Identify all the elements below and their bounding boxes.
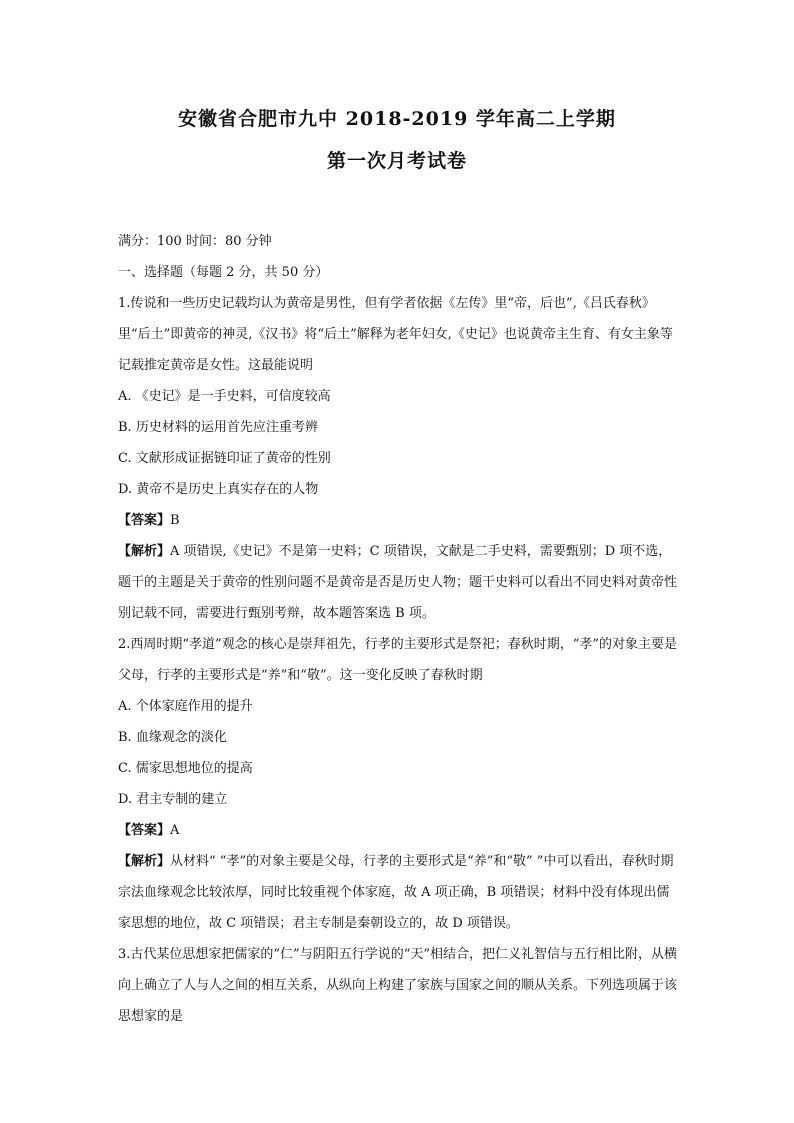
answer-label: 【答案】 bbox=[118, 823, 171, 838]
question-2-stem: 2.西周时期“孝道”观念的核心是崇拜祖先，行孝的主要形式是祭祀；春秋时期，“孝”的对象主要是父母，行孝的主要形式是“养”和“敬”。这一变化反映了春秋时期 bbox=[118, 637, 677, 683]
exam-meta: 满分：100 时间：80 分钟 bbox=[118, 234, 272, 249]
question-2-answer bbox=[118, 815, 678, 846]
question-1-option-c: C. 文献形成证据链印证了黄帝的性别 bbox=[118, 451, 331, 466]
question-2-option-d: D. 君主专制的建立 bbox=[118, 792, 228, 807]
exam-title-line1: 安徽省合肥市九中 2018-2019 学年高二上学期 bbox=[178, 108, 616, 130]
analysis-text: A 项错误,《史记》不是第一史料；C 项错误，文献是二手史料，需要甄别；D 项不选，题干的主题是关于黄帝的性别问题不是黄帝是否是历史人物；题干史料可以看出不同史料对黄帝性别记载不同，需要进行甄别考辩，故本题答案选 B 项。 bbox=[118, 544, 678, 621]
question-2-analysis bbox=[118, 846, 678, 939]
answer-label: 【答案】 bbox=[118, 513, 171, 528]
answer-value: B bbox=[170, 513, 180, 528]
question-2-option-a: A. 个体家庭作用的提升 bbox=[118, 699, 253, 714]
exam-title-line2: 第一次月考试卷 bbox=[326, 150, 467, 172]
question-1-analysis bbox=[118, 536, 678, 629]
question-1-stem: 1.传说和一些历史记载均认为黄帝是男性，但有学者依据《左传》里“帝，后也”,《吕氏春秋》里“后土”即黄帝的神灵,《汉书》将“后土”解释为老年妇女,《史记》也说黄帝主生育、有女主象等记载推定黄帝是女性。这最能说明 bbox=[118, 296, 673, 373]
analysis-label: 【解析】 bbox=[118, 854, 171, 869]
question-3-stem: 3.古代某位思想家把儒家的“仁”与阴阳五行学说的“天”相结合，把仁义礼智信与五行相比附，从横向上确立了人与人之间的相互关系，从纵向上构建了家族与国家之间的顺从关系。下列选项属于该思想家的是 bbox=[118, 947, 678, 1024]
exam-content bbox=[118, 226, 678, 1032]
question-1-option-b: B. 历史材料的运用首先应注重考辨 bbox=[118, 420, 318, 435]
analysis-text: 从材料“ “孝”的对象主要是父母，行孝的主要形式是“养”和“敬” ”中可以看出，春秋时期宗法血缘观念比较浓厚，同时比较重视个体家庭，故 A 项正确，B 项错误；材料中没有体现出儒家思想的地位，故 C 项错误；君主专制是秦朝设立的，故 D 项错误。 bbox=[118, 854, 674, 931]
answer-value: A bbox=[170, 823, 180, 838]
question-1-option-a: A. 《史记》是一手史料，可信度较高 bbox=[118, 389, 331, 404]
question-1-answer bbox=[118, 505, 678, 536]
section-heading: 一、选择题（每题 2 分，共 50 分） bbox=[118, 265, 329, 280]
question-1-option-d: D. 黄帝不是历史上真实存在的人物 bbox=[118, 482, 319, 497]
question-2-option-c: C. 儒家思想地位的提高 bbox=[118, 761, 253, 776]
analysis-label: 【解析】 bbox=[118, 544, 171, 559]
question-2-option-b: B. 血缘观念的淡化 bbox=[118, 730, 227, 745]
